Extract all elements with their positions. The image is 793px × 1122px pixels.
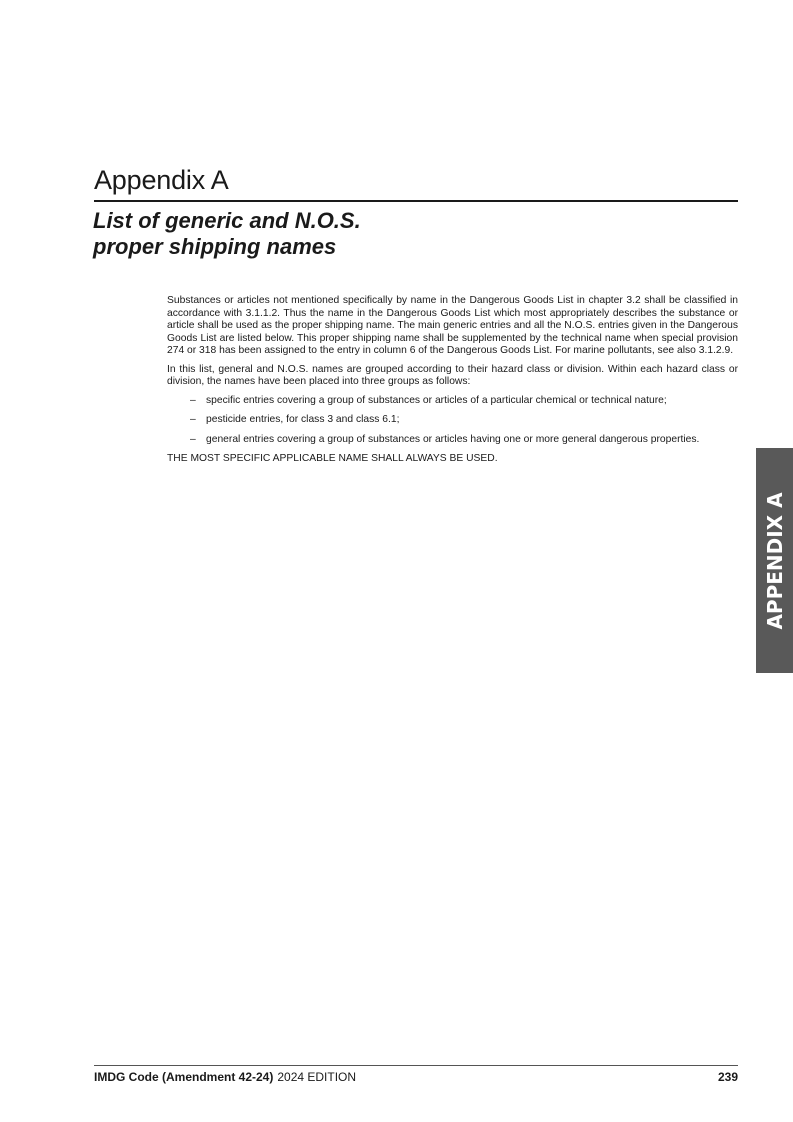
group-list [167,395,738,447]
list-item [167,434,738,447]
grouping-paragraph: In this list, general and N.O.S. names are grouped according to their hazard class or division. Within each hazard class or division, the names have been placed into three groups as follows: [167,363,738,387]
subtitle-line: List of generic and N.O.S. [93,208,361,233]
side-tab-label: APPENDIX A [762,491,787,630]
page-subtitle [93,208,361,260]
footer-edition: 2024 EDITION [277,1070,357,1084]
footer-code: IMDG Code (Amendment 42-24) [94,1070,274,1084]
appendix-side-tab [756,448,793,673]
list-dash: – [190,433,196,445]
closing-statement: THE MOST SPECIFIC APPLICABLE NAME SHALL ALWAYS BE USED. [167,453,498,464]
subtitle-line: proper shipping names [93,234,337,259]
list-dash: – [190,394,196,406]
list-item [167,395,738,408]
footer-divider [94,1065,738,1066]
page-title: Appendix A [94,165,229,195]
body-text [167,295,738,472]
list-item [167,414,738,427]
footer-publication [94,1070,356,1084]
intro-paragraph: Substances or articles not mentioned specifically by name in the Dangerous Goods List in chapter 3.2 shall be classified in accordance with 3.1.1.2. Thus the name in the Dangerous Goods List which most appropriately describes the substance or article shall be used as the proper shipping name. The main generic entries and all the N.O.S. entries given in the Dangerous Goods List are listed below. This proper shipping name shall be supplemented by the technical name when special provision 274 or 318 has been assigned to the entry in column 6 of the Dangerous Goods List. For marine pollutants, see also 3.1.2.9. [167,295,738,356]
list-item-text: general entries covering a group of substances or articles having one or more general dangerous properties. [206,433,700,445]
list-dash: – [190,414,196,425]
list-item-text: pesticide entries, for class 3 and class 6.1; [206,414,400,425]
page-number: 239 [717,1070,738,1084]
title-divider [94,200,738,202]
list-item-text: specific entries covering a group of substances or articles of a particular chemical or technical nature; [206,394,667,406]
